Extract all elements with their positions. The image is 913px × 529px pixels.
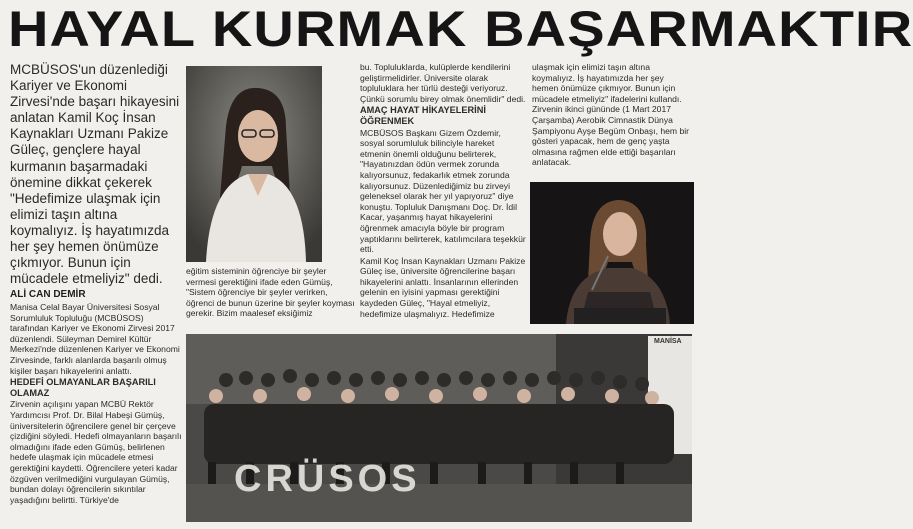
byline: ALİ CAN DEMİR [10, 289, 86, 300]
column-3 [360, 62, 526, 319]
col1-subheading: HEDEFİ OLMAYANLAR BAŞARILI OLAMAZ [10, 377, 156, 398]
col1-paragraph-2: Zirvenin açılışını yapan MCBÜ Rektör Yardımcısı Prof. Dr. Bilal Habeşi Gümüş, üniversitelerin öğrencilere genel bir çerçeve çizdiğini söyledi. Hedefi olmayanların başarılı olmadığını ifade eden Gümüş, belirlenen hedefe ulaşmak için mücadele etmesi gerektiğini kaydetti. Öğrencilere yeteri kadar özgüven verilmediğini vurgulayan Gümüş, bundan dolayı öğrencilerin sıkıntılar yaşadığını belirtti. Türkiye'de [10, 399, 182, 505]
column-2: eğitim sisteminin öğrenciye bir şeyler vermesi gerektiğini ifade eden Gümüş, "Sistem öğrenciye bir şeyler verirken, öğrenci de bunun üzerine bir şeyler koyması gerekir. Bizim maalesef eksiğimiz [186, 266, 355, 319]
col3-paragraph-3: Kamil Koç İnsan Kaynakları Uzmanı Pakize Güleç ise, üniversite öğrencilerine başarı hikayelerini anlattı. İnsanlarının ellerinden gelenin en iyisini yapması gerektiğini kaydeden Güleç, "Hayal etmeliyiz, hedefimize ulaşmalıyız. Hedefimize [360, 255, 526, 319]
crusos-letters-banner: CRÜSOS [234, 458, 421, 500]
speaker-portrait-photo [186, 66, 322, 262]
group-photo [186, 334, 692, 522]
column-1 [10, 302, 182, 505]
col3-paragraph-2: MCBÜSOS Başkanı Gizem Özdemir, sosyal sorumluluk bilinciyle hareket etmenin önemli olduğunu belirterek, "Hayatınızdan ödün vermek zorunda kalıyorsunuz, fedakarlık etmek zorunda kalıyorsunuz. Düzenlediğimiz bu zirveyi geleneksel olarak her yıl yapıyoruz" diye konuştu. Topluluk Danışmanı Doç. Dr. İdil Kacar, yaşanmış hayat hikayelerini öğrenmek amacıyla böyle bir program yaptıklarını belirterek, katılımcılara teşekkür etti. [360, 127, 526, 255]
column-4 [532, 62, 692, 168]
col3-subheading: AMAÇ HAYAT HİKAYELERİNİ ÖĞRENMEK [360, 105, 486, 126]
col1-paragraph-1: Manisa Celal Bayar Üniversitesi Sosyal Sorumluluk Topluluğu (MCBÜSOS) tarafından Kariyer ve Ekonomi Zirvesi 2017 düzenlendi. Süleyman Demirel Kültür Merkezi'nde düzenlenen Kariyer ve Ekonomi Zirvesinde, farklı alanlarda başarılı olmuş kişiler başarı hikayelerini anlattı. [10, 302, 180, 376]
speaker-podium-photo [530, 182, 694, 324]
col4-paragraph-1: ulaşmak için elimizi taşın altına koymalıyız. İş hayatımızda her şey hemen önümüze çıkmıyor. Bunun için mücadele etmeliyiz" ifadelerini kullandı. [532, 62, 682, 104]
col4-paragraph-2: Zirvenin ikinci gününde (1 Mart 2017 Çarşamba) Aerobik Cimnastik Dünya Şampiyonu Ayşe Begüm Onbaşı, hem bir gösteri yapacak, hem de genç yaşta olmasına rağmen elde ettiği başarıları anlatacak. [532, 104, 689, 168]
col3-paragraph-1: bu. Topluluklarda, kulüplerde kendilerini geliştirmelidirler. Üniversite olarak topluluklara her türlü desteği veriyoruz. Çünkü sorumlu birey olmak önemlidir" dedi. [360, 62, 526, 104]
headline: HAYAL KURMAK BAŞARMAKTIR [8, 1, 913, 57]
side-banner-label: MANİSA [654, 338, 682, 345]
lead-paragraph: MCBÜSOS'un düzenlediği Kariyer ve Ekonomi Zirvesi'nde başarı hikayesini anlatan Kamil Koç İnsan Kaynakları Uzmanı Pakize Güleç, gençlere hayal kurmanın başarmadaki önemine dikkat çekerek "Hedefimize ulaşmak için elimizi taşın altına koymalıyız. İş hayatımızda her şey hemen önümüze çıkmıyor. Bunun için mücadele etmeliyiz" dedi. [10, 62, 180, 287]
